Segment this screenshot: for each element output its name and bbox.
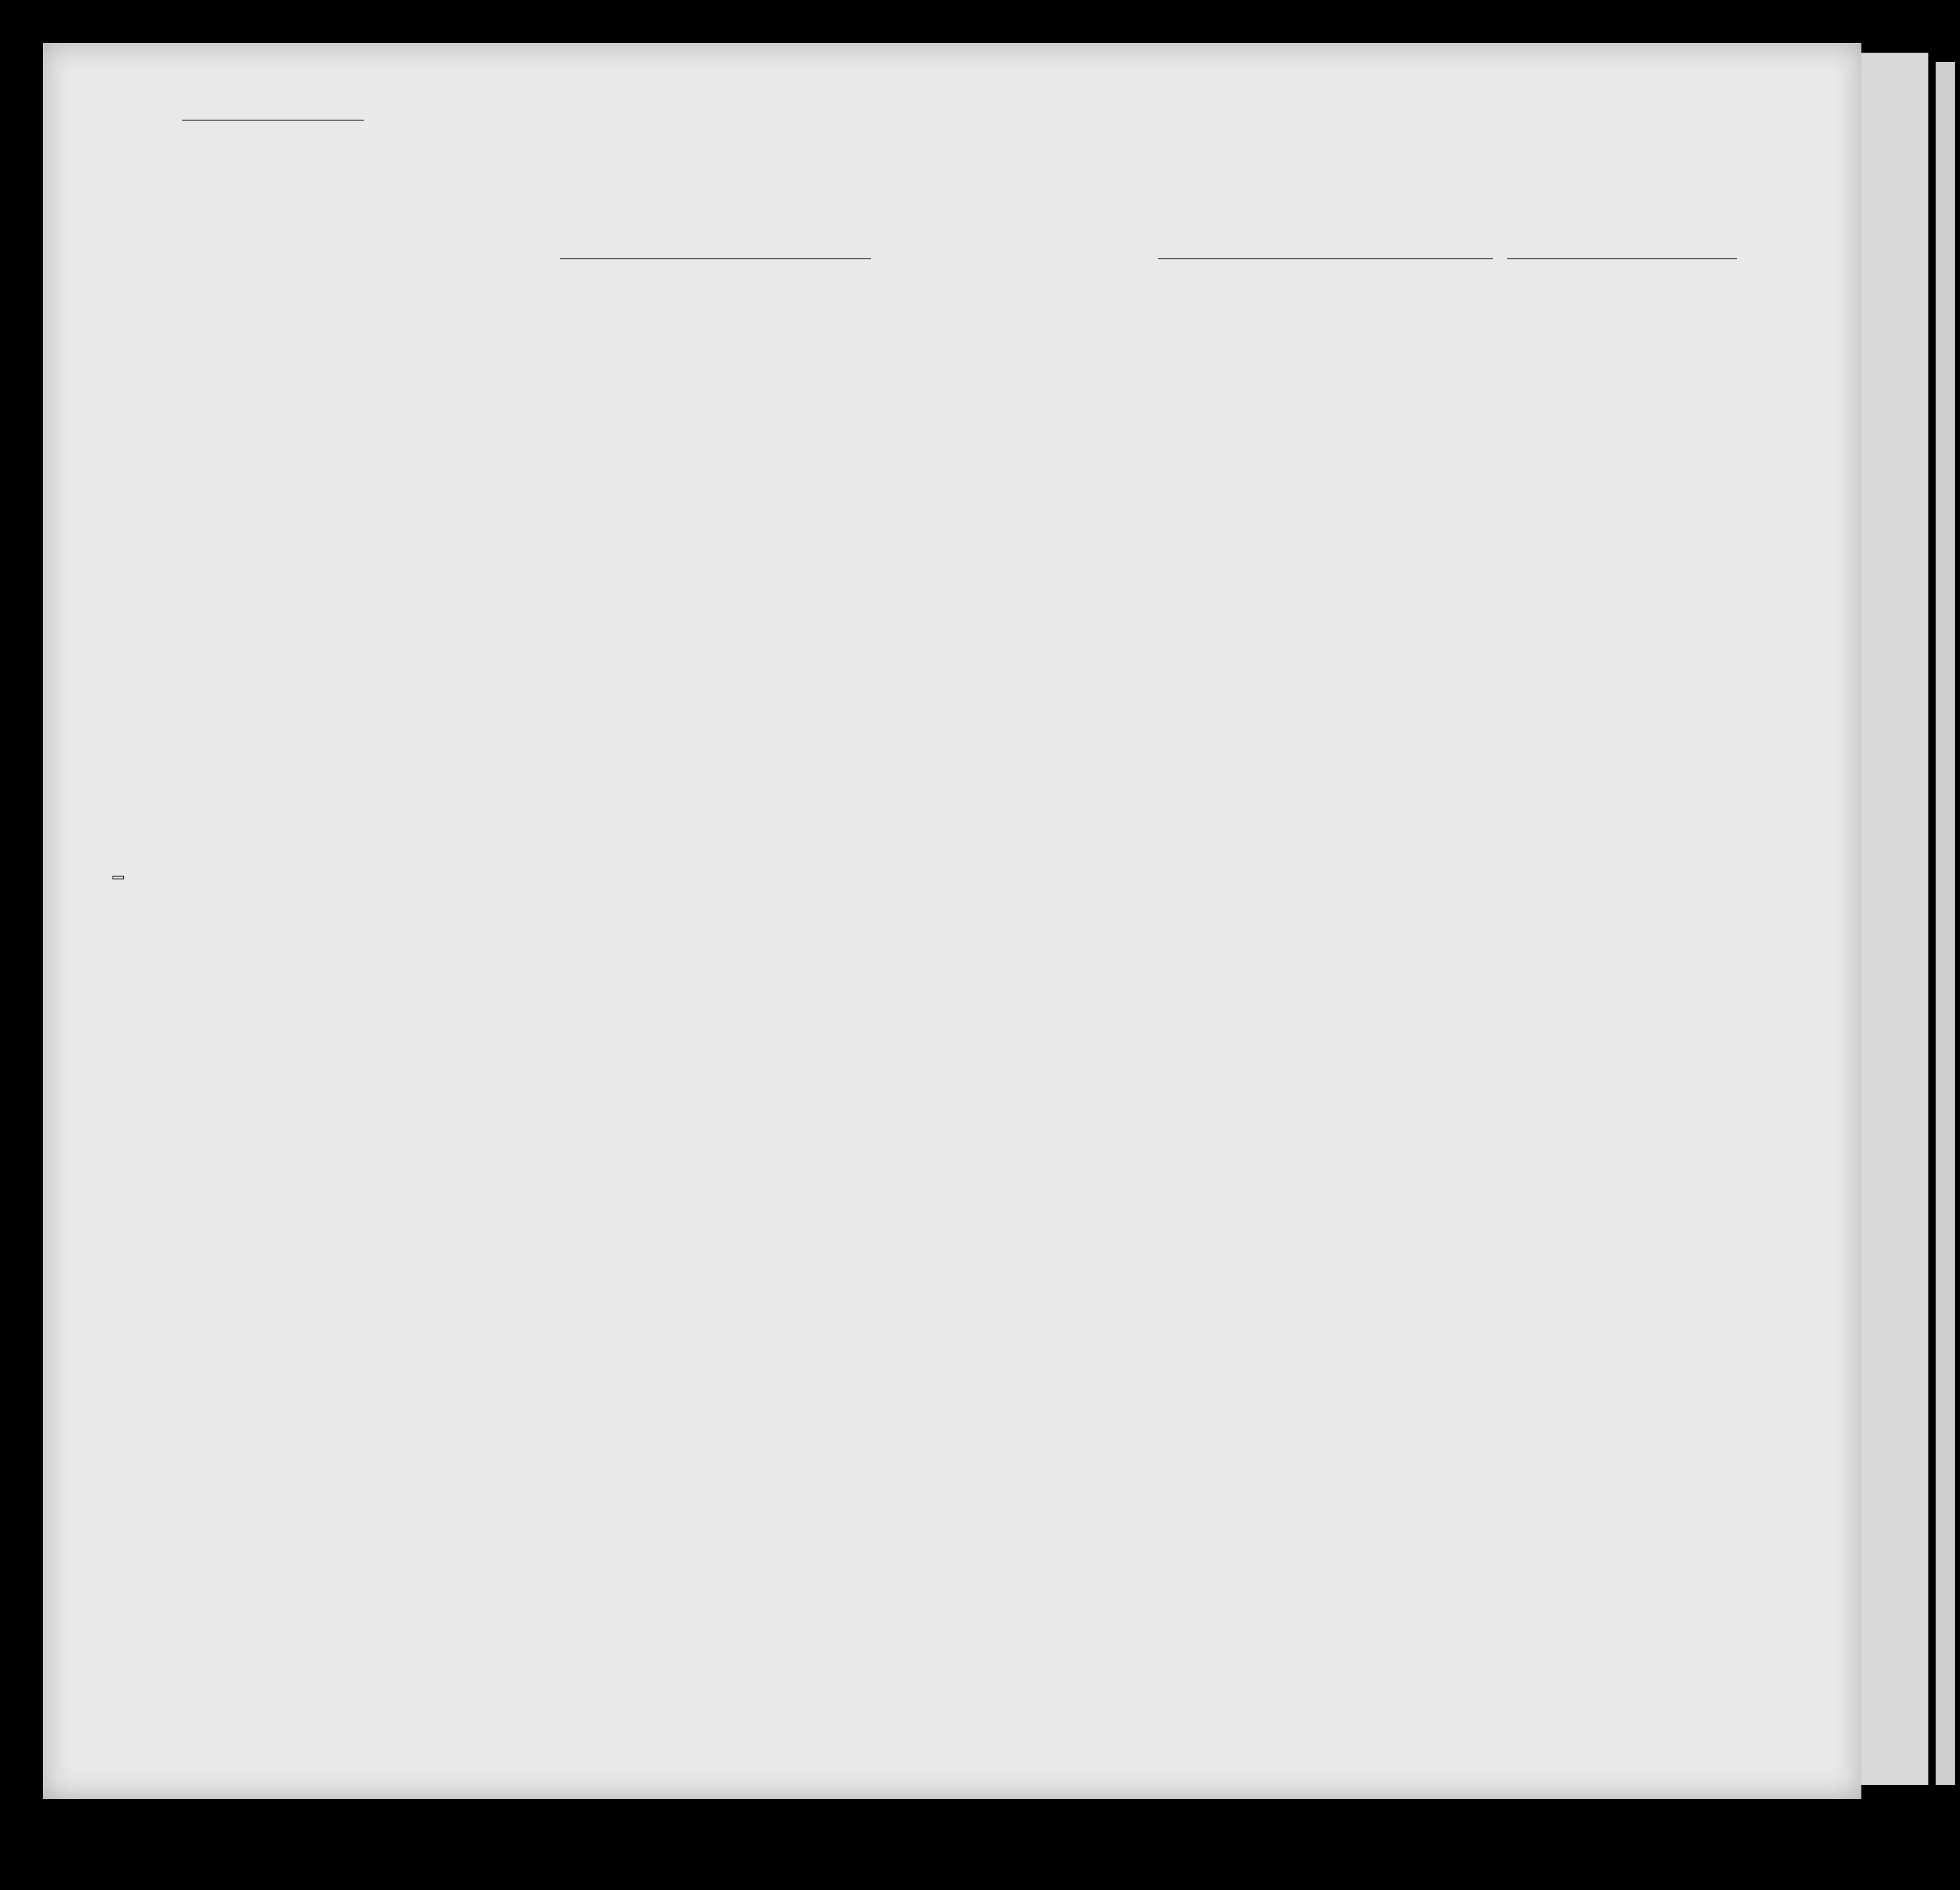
adjacent-page-edge bbox=[1861, 53, 1928, 1785]
adjacent-page-edge bbox=[1936, 62, 1955, 1785]
status-us-cit bbox=[112, 876, 124, 879]
manifest-page bbox=[43, 43, 1861, 1799]
manifest-grid bbox=[43, 43, 1861, 1799]
